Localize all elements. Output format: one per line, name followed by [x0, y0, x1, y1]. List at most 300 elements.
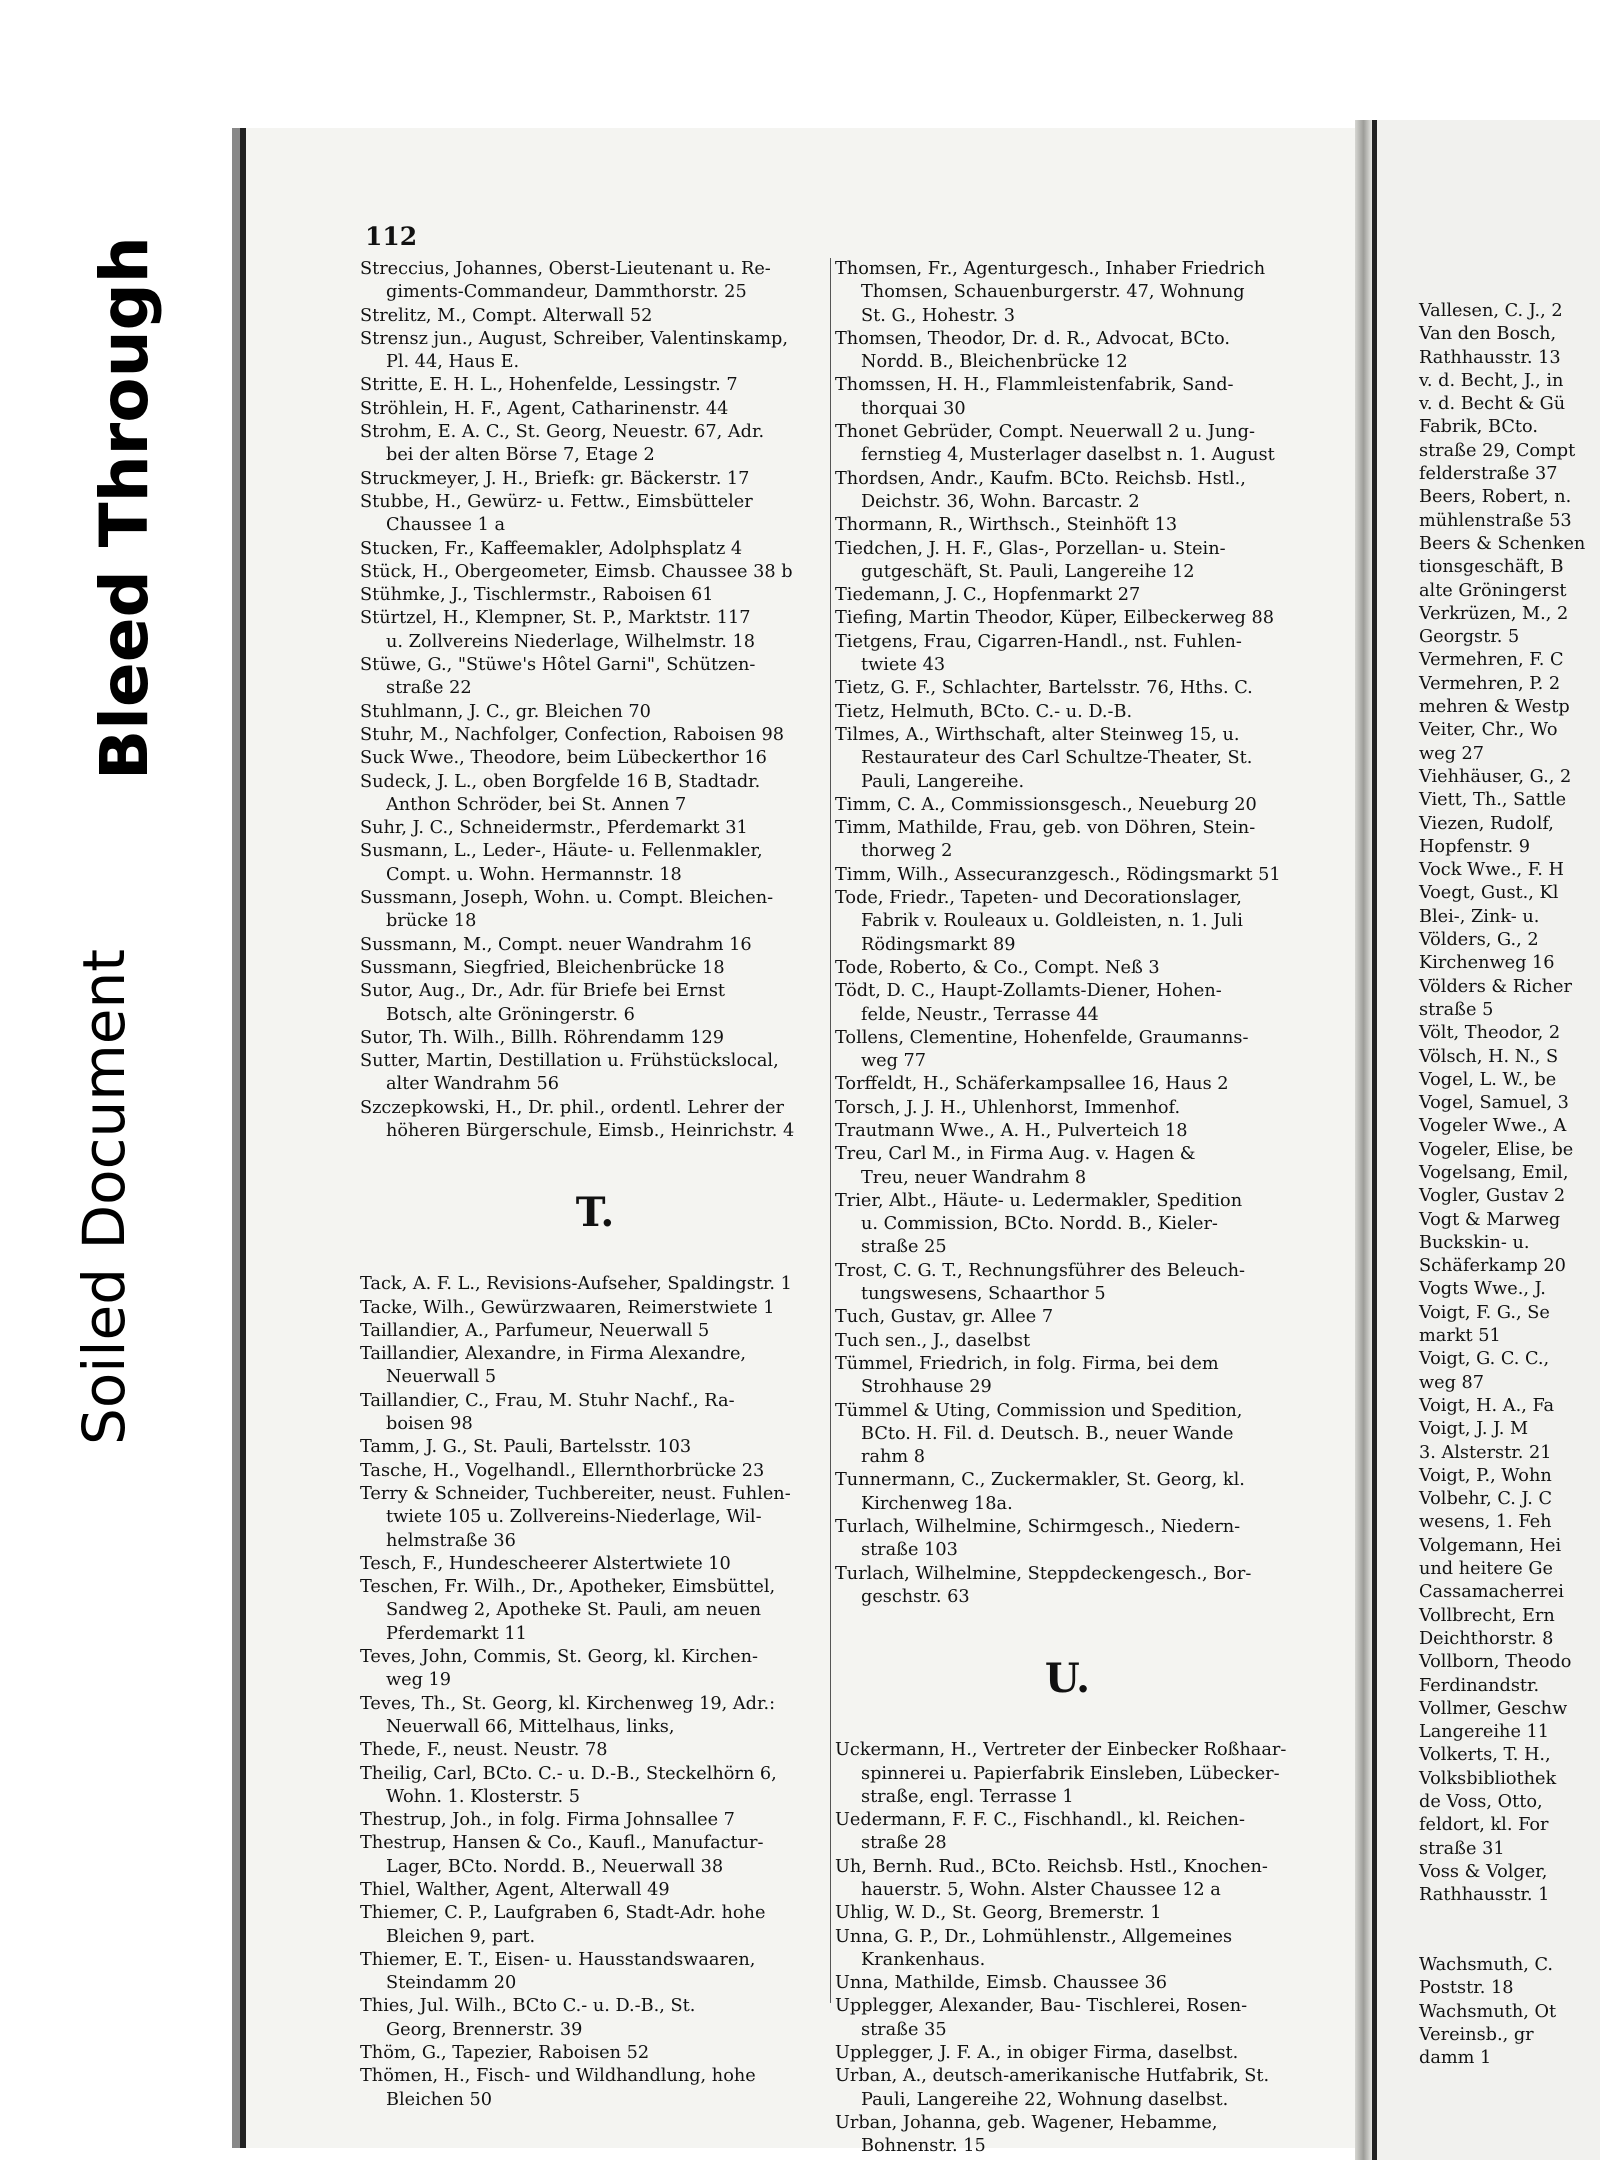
facing-page-entry: Voigt, J. J. M — [1419, 1419, 1529, 1440]
facing-page-entry: de Voss, Otto, — [1419, 1792, 1543, 1812]
entry-continuation: u. Commission, BCto. Nordd. B., Kieler- — [861, 1214, 1218, 1235]
entry-continuation: thorquai 30 — [861, 398, 966, 419]
directory-entry — [360, 1576, 830, 1646]
directory-entry — [360, 747, 830, 770]
entry-line: Terry & Schneider, Tuchbereiter, neust. Fuhlen- — [360, 1483, 791, 1504]
directory-entry — [360, 840, 830, 887]
directory-entry — [360, 1436, 830, 1459]
entry-line: Thede, F., neust. Neustr. 78 — [360, 1740, 608, 1761]
directory-entry — [360, 1809, 830, 1832]
entry-line: Uedermann, F. F. C., Fischhandl., kl. Reichen- — [835, 1810, 1245, 1831]
entry-line: Suck Wwe., Theodore, beim Lübeckerthor 16 — [360, 748, 767, 769]
entry-line: Torsch, J. J. H., Uhlenhorst, Immenhof. — [835, 1097, 1181, 1118]
entry-continuation: spinnerei u. Papierfabrik Einsleben, Lübecker- — [861, 1763, 1280, 1784]
facing-page-entry: Völders, G., 2 — [1419, 930, 1539, 951]
directory-entry — [835, 1306, 1300, 1329]
entry-line: Urban, Johanna, geb. Wagener, Hebamme, — [835, 2112, 1218, 2133]
entry-line: Tacke, Wilh., Gewürzwaaren, Reimerstwiete 1 — [360, 1297, 775, 1318]
directory-entry — [835, 980, 1300, 1027]
directory-entry — [835, 2065, 1300, 2112]
entry-line: Strelitz, M., Compt. Alterwall 52 — [360, 305, 653, 326]
entry-line: Strohm, E. A. C., St. Georg, Neuestr. 67, Adr. — [360, 422, 765, 443]
entry-continuation: Kirchenweg 18a. — [861, 1493, 1013, 1514]
facing-page-entry — [1372, 1907, 1585, 1930]
facing-page-entry: Georgstr. 5 — [1419, 627, 1520, 648]
entry-line: Tietz, G. F., Schlachter, Bartelsstr. 76, Hths. C. — [835, 678, 1253, 699]
facing-page-entry: Vogeler, Elise, be — [1419, 1139, 1574, 1160]
entry-continuation: Lager, BCto. Nordd. B., Neuerwall 38 — [386, 1856, 724, 1877]
entry-line: Thestrup, Joh., in folg. Firma Johnsallee 7 — [360, 1810, 735, 1831]
entry-line: Tamm, J. G., St. Pauli, Bartelsstr. 103 — [360, 1437, 692, 1458]
directory-entry — [360, 398, 830, 421]
entry-continuation: Pauli, Langereihe 22, Wohnung daselbst. — [861, 2089, 1229, 2110]
directory-entry — [360, 468, 830, 491]
facing-page-entry: Vogt & Marweg — [1419, 1209, 1561, 1230]
entry-continuation: boisen 98 — [386, 1414, 473, 1435]
entry-line: Unna, Mathilde, Eimsb. Chaussee 36 — [835, 1973, 1168, 1994]
directory-entry — [360, 305, 830, 328]
entry-continuation: Bleichen 9, part. — [386, 1926, 536, 1947]
facing-page-entry: Buckskin- u. — [1419, 1232, 1530, 1253]
entry-line: Treu, Carl M., in Firma Aug. v. Hagen & — [835, 1144, 1196, 1165]
entry-continuation: Chaussee 1 a — [386, 515, 505, 536]
entry-line: Timm, Wilh., Assecuranzgesch., Rödingsmarkt 51 — [835, 864, 1281, 885]
entry-continuation: Krankenhaus. — [861, 1949, 986, 1970]
facing-page-entry: straße 29, Compt — [1419, 440, 1576, 461]
entry-line: Szczepkowski, H., Dr. phil., ordentl. Lehrer der — [360, 1097, 784, 1118]
page-number: 112 — [365, 222, 418, 251]
entry-line: Taillandier, A., Parfumeur, Neuerwall 5 — [360, 1320, 710, 1341]
facing-page-entry: Vock Wwe., F. H — [1419, 860, 1564, 881]
entry-line: Timm, Mathilde, Frau, geb. von Döhren, Stein- — [835, 818, 1256, 839]
entry-continuation: Wohn. 1. Klosterstr. 5 — [386, 1786, 580, 1807]
facing-page-entry: Rathhausstr. 13 — [1419, 347, 1561, 368]
directory-entry — [360, 607, 830, 654]
facing-page-entry: felderstraße 37 — [1419, 464, 1558, 485]
entry-continuation: Thomsen, Schauenburgerstr. 47, Wohnung — [861, 282, 1245, 303]
entry-line: Sussmann, M., Compt. neuer Wandrahm 16 — [360, 934, 752, 955]
entry-line: Thiemer, C. P., Laufgraben 6, Stadt-Adr. hohe — [360, 1903, 766, 1924]
facing-page-entry: Voegt, Gust., Kl — [1419, 883, 1559, 904]
directory-entry — [835, 2112, 1300, 2159]
facing-page-entry: Vogel, L. W., be — [1419, 1069, 1557, 1090]
entry-line: Tunnermann, C., Zuckermakler, St. Georg, kl. — [835, 1470, 1245, 1491]
entry-line: Trier, Albt., Häute- u. Ledermakler, Spedition — [835, 1190, 1243, 1211]
directory-entry — [835, 794, 1300, 817]
entry-continuation: Strohhause 29 — [861, 1377, 992, 1398]
facing-page-entry: Vogelsang, Emil, — [1419, 1162, 1569, 1183]
entry-line: Thestrup, Hansen & Co., Kaufl., Manufactur- — [360, 1833, 764, 1854]
entry-continuation: straße 25 — [861, 1237, 947, 1258]
facing-page-entry: tionsgeschäft, B — [1419, 557, 1564, 578]
entry-continuation: fernstieg 4, Musterlager daselbst n. 1. August — [861, 445, 1275, 466]
entry-line: Thiemer, E. T., Eisen- u. Hausstandswaaren, — [360, 1949, 756, 1970]
directory-entry — [360, 654, 830, 701]
facing-page-entry: v. d. Becht, J., in — [1419, 370, 1564, 391]
facing-page-entry: Völsch, H. N., S — [1419, 1046, 1559, 1067]
entry-line: Susmann, L., Leder-, Häute- u. Fellenmakler, — [360, 841, 763, 862]
directory-entry — [360, 1693, 830, 1740]
directory-entry — [360, 1343, 830, 1390]
directory-entry — [360, 1739, 830, 1762]
directory-entry — [360, 1050, 830, 1097]
facing-page-entry: Volksbibliothek — [1419, 1768, 1557, 1789]
entry-continuation: straße 28 — [861, 1833, 947, 1854]
facing-page-entry: Vermehren, P. 2 — [1419, 673, 1561, 694]
facing-page-entry: Verkrüzen, M., 2 — [1419, 603, 1569, 624]
directory-entry — [835, 1097, 1300, 1120]
entry-continuation: Georg, Brennerstr. 39 — [386, 2019, 583, 2040]
facing-page-entry: mehren & Westp — [1419, 697, 1570, 718]
facing-page-entry: Viezen, Rudolf, — [1419, 813, 1554, 834]
facing-page-entry: Vogel, Samuel, 3 — [1419, 1093, 1569, 1114]
entry-continuation: gutgeschäft, St. Pauli, Langereihe 12 — [861, 561, 1195, 582]
facing-page-entry: straße 31 — [1419, 1838, 1505, 1859]
entry-line: Stubbe, H., Gewürz- u. Fettw., Eimsbütteler — [360, 491, 753, 512]
directory-entry — [360, 258, 830, 305]
directory-entry — [835, 957, 1300, 980]
entry-line: Taillandier, C., Frau, M. Stuhr Nachf., Ra- — [360, 1390, 735, 1411]
directory-entry — [835, 1190, 1300, 1260]
directory-entry — [835, 584, 1300, 607]
entry-continuation: Nordd. B., Bleichenbrücke 12 — [861, 352, 1128, 373]
directory-entry — [360, 2065, 830, 2112]
entry-continuation: weg 77 — [861, 1051, 927, 1072]
section-letter: U. — [1044, 1655, 1091, 1703]
facing-page-entry: Voigt, P., Wohn — [1419, 1465, 1552, 1486]
entry-line: Tiefing, Martin Theodor, Küper, Eilbeckerweg 88 — [835, 608, 1274, 629]
entry-continuation: Bohnenstr. 15 — [861, 2136, 986, 2157]
facing-page-entry: alte Gröningerst — [1419, 580, 1567, 601]
directory-entry — [360, 724, 830, 747]
entry-line: Tiedchen, J. H. F., Glas-, Porzellan- u. Stein- — [835, 538, 1226, 559]
facing-page-entry: Volbehr, C. J. C — [1419, 1489, 1553, 1510]
directory-entry — [835, 374, 1300, 421]
entry-continuation: rahm 8 — [861, 1447, 926, 1468]
facing-page-entry: wesens, 1. Feh — [1419, 1512, 1552, 1533]
facing-page-entry — [1372, 1931, 1585, 1954]
facing-page-entry: Deichthorstr. 8 — [1419, 1628, 1554, 1649]
entry-continuation: giments-Commandeur, Dammthorstr. 25 — [386, 282, 747, 303]
directory-entry — [360, 1646, 830, 1693]
entry-line: Upplegger, J. F. A., in obiger Firma, daselbst. — [835, 2043, 1239, 2064]
entry-line: Teves, Th., St. Georg, kl. Kirchenweg 19, Adr.: — [360, 1693, 776, 1714]
entry-line: Thies, Jul. Wilh., BCto C.- u. D.-B., St. — [360, 1996, 696, 2017]
directory-entry — [360, 1879, 830, 1902]
entry-continuation: straße, engl. Terrasse 1 — [861, 1786, 1074, 1807]
directory-entry — [360, 1390, 830, 1437]
entry-line: Uhlig, W. D., St. Georg, Bremerstr. 1 — [835, 1903, 1162, 1924]
entry-line: Thömen, H., Fisch- und Wildhandlung, hohe — [360, 2066, 756, 2087]
entry-line: Tasche, H., Vogelhandl., Ellernthorbrücke 23 — [360, 1460, 765, 1481]
entry-line: Struckmeyer, J. H., Briefk: gr. Bäckerstr. 17 — [360, 468, 750, 489]
entry-continuation: bei der alten Börse 7, Etage 2 — [386, 445, 655, 466]
directory-entry — [835, 1856, 1300, 1903]
directory-entry — [360, 1995, 830, 2042]
entry-line: Stühmke, J., Tischlermstr., Raboisen 61 — [360, 585, 714, 606]
facing-page-entry: Völt, Theodor, 2 — [1419, 1023, 1561, 1044]
entry-line: Ströhlein, H. F., Agent, Catharinenstr. 44 — [360, 398, 729, 419]
facing-page-entry: feldort, kl. For — [1419, 1815, 1549, 1836]
entry-continuation: hauerstr. 5, Wohn. Alster Chaussee 12 a — [861, 1880, 1221, 1900]
entry-line: Streccius, Johannes, Oberst-Lieutenant u. Re- — [360, 259, 771, 279]
entry-line: Sutor, Th. Wilh., Billh. Röhrendamm 129 — [360, 1027, 724, 1048]
soiled-document-label: Soiled Document — [70, 949, 138, 1445]
facing-page-entry: Voigt, G. C. C., — [1419, 1349, 1550, 1370]
facing-page-entry: Völders & Richer — [1419, 976, 1572, 997]
entry-continuation: BCto. H. Fil. d. Deutsch. B., neuer Wande — [861, 1423, 1234, 1444]
facing-page-entry: Volkerts, T. H., — [1419, 1745, 1551, 1766]
entry-line: Thöm, G., Tapezier, Raboisen 52 — [360, 2043, 650, 2064]
directory-entry — [360, 980, 830, 1027]
directory-entry — [360, 491, 830, 538]
directory-entry — [835, 421, 1300, 468]
facing-page-entry: Wachsmuth, Ot — [1419, 2001, 1557, 2022]
directory-entry — [360, 1483, 830, 1553]
directory-entry — [835, 607, 1300, 630]
entry-line: Thonet Gebrüder, Compt. Neuerwall 2 u. Jung- — [835, 422, 1255, 443]
entry-line: Tietgens, Frau, Cigarren-Handl., nst. Fuhlen- — [835, 631, 1242, 652]
directory-entry — [360, 701, 830, 724]
entry-continuation: felde, Neustr., Terrasse 44 — [861, 1004, 1099, 1025]
entry-continuation: twiete 105 u. Zollvereins-Niederlage, Wil- — [386, 1507, 762, 1528]
entry-line: Tack, A. F. L., Revisions-Aufseher, Spaldingstr. 1 — [360, 1274, 792, 1295]
entry-continuation: Steindamm 20 — [386, 1973, 517, 1994]
facing-page-entry: Viehhäuser, G., 2 — [1419, 766, 1572, 787]
directory-entry — [835, 258, 1300, 328]
entry-line: Tesch, F., Hundescheerer Alstertwiete 10 — [360, 1553, 731, 1574]
entry-line: Urban, A., deutsch-amerikanische Hutfabrik, St. — [835, 2066, 1270, 2087]
facing-page-entry: Wachsmuth, C. — [1419, 1955, 1553, 1976]
entry-continuation: Pauli, Langereihe. — [861, 771, 1025, 792]
facing-page-entry: 3. Alsterstr. 21 — [1419, 1442, 1552, 1463]
entry-line: Tümmel, Friedrich, in folg. Firma, bei dem — [835, 1353, 1219, 1374]
entry-line: Stritte, E. H. L., Hohenfelde, Lessingstr. 7 — [360, 375, 738, 396]
directory-entry — [835, 538, 1300, 585]
directory-entry — [835, 1739, 1300, 1809]
book-gutter — [1355, 120, 1372, 2160]
facing-page-entry: Beers & Schenken — [1419, 533, 1586, 554]
directory-entry — [360, 1763, 830, 1810]
directory-entry — [835, 1516, 1300, 1563]
entry-continuation: Treu, neuer Wandrahm 8 — [861, 1167, 1087, 1188]
entry-continuation: straße 35 — [861, 2019, 947, 2040]
entry-line: Taillandier, Alexandre, in Firma Alexandre, — [360, 1344, 747, 1365]
directory-entry — [360, 1460, 830, 1483]
directory-entry — [835, 1902, 1300, 1925]
directory-entry — [835, 514, 1300, 537]
entry-line: Tietz, Helmuth, BCto. C.- u. D.-B. — [835, 701, 1133, 722]
entry-line: Tollens, Clementine, Hohenfelde, Graumanns- — [835, 1027, 1249, 1048]
entry-continuation: höheren Bürgerschule, Eimsb., Heinrichstr. 4 — [386, 1120, 795, 1141]
facing-page-entry: Vogeler Wwe., A — [1419, 1116, 1567, 1137]
facing-page-entry: Fabrik, BCto. — [1419, 417, 1538, 438]
entry-continuation: Pferdemarkt 11 — [386, 1623, 527, 1644]
entry-line: Sutter, Martin, Destillation u. Frühstückslocal, — [360, 1051, 779, 1072]
entry-line: Torffeldt, H., Schäferkampsallee 16, Haus 2 — [835, 1074, 1229, 1095]
facing-page-entries — [1372, 300, 1585, 2071]
directory-entry — [360, 1832, 830, 1879]
facing-page-entry: Vereinsb., gr — [1419, 2024, 1534, 2045]
directory-entry — [835, 1120, 1300, 1143]
entry-continuation: brücke 18 — [386, 911, 477, 932]
entry-continuation: Botsch, alte Gröningerstr. 6 — [386, 1004, 635, 1025]
entry-continuation: straße 103 — [861, 1540, 958, 1561]
directory-entry — [835, 817, 1300, 864]
directory-entry — [835, 724, 1300, 794]
directory-entry — [360, 421, 830, 468]
entry-continuation: straße 22 — [386, 678, 472, 699]
entry-continuation: Deichstr. 36, Wohn. Barcastr. 2 — [861, 491, 1140, 512]
facing-page-entry: Vogts Wwe., J. — [1419, 1279, 1546, 1300]
facing-page-entry: Ferdinandstr. — [1419, 1675, 1540, 1696]
facing-page-entry: Viett, Th., Sattle — [1419, 790, 1567, 811]
entry-line: Teschen, Fr. Wilh., Dr., Apotheker, Eimsbüttel, — [360, 1577, 776, 1598]
entry-line: Turlach, Wilhelmine, Schirmgesch., Niedern- — [835, 1517, 1241, 1538]
directory-entry — [360, 1027, 830, 1050]
facing-page-entry: Schäferkamp 20 — [1419, 1256, 1566, 1277]
facing-page-entry: Poststr. 18 — [1419, 1978, 1514, 1999]
entry-line: Thomsen, Fr., Agenturgesch., Inhaber Friedrich — [835, 259, 1266, 279]
directory-entry — [360, 1553, 830, 1576]
entry-line: Thiel, Walther, Agent, Alterwall 49 — [360, 1880, 670, 1900]
entry-line: Trost, C. G. T., Rechnungsführer des Beleuch- — [835, 1260, 1246, 1281]
directory-entry — [835, 701, 1300, 724]
entry-continuation: thorweg 2 — [861, 841, 953, 862]
facing-page-entry: mühlenstraße 53 — [1419, 510, 1572, 531]
section-letter: T. — [575, 1189, 615, 1237]
directory-entry — [360, 1273, 830, 1296]
entry-line: Sussmann, Siegfried, Bleichenbrücke 18 — [360, 957, 725, 978]
facing-page-entry: Voigt, H. A., Fa — [1419, 1395, 1555, 1416]
entry-continuation: alter Wandrahm 56 — [386, 1074, 560, 1095]
entry-continuation: Fabrik v. Rouleaux u. Goldleisten, n. 1. Juli — [861, 911, 1243, 932]
entry-line: Thormann, R., Wirthsch., Steinhöft 13 — [835, 515, 1178, 536]
facing-page — [1372, 120, 1600, 2160]
facing-page-entry: weg 87 — [1419, 1372, 1485, 1393]
column-divider — [830, 258, 831, 2003]
directory-entry — [835, 1809, 1300, 1856]
entry-line: Turlach, Wilhelmine, Steppdeckengesch., Bor- — [835, 1563, 1252, 1584]
entry-line: Tode, Friedr., Tapeten- und Decorationslager, — [835, 888, 1242, 909]
directory-entry — [360, 1297, 830, 1320]
facing-page-entry: Veiter, Chr., Wo — [1419, 720, 1558, 741]
entry-line: Sussmann, Joseph, Wohn. u. Compt. Bleichen- — [360, 888, 774, 909]
entry-continuation: helmstraße 36 — [386, 1530, 516, 1551]
facing-page-entry: Vollmer, Geschw — [1419, 1698, 1568, 1719]
left-column — [360, 258, 830, 2112]
entry-continuation: weg 19 — [386, 1670, 452, 1691]
entry-line: Theilig, Carl, BCto. C.- u. D.-B., Steckelhörn 6, — [360, 1763, 777, 1784]
facing-page-entry: v. d. Becht & Gü — [1419, 394, 1566, 415]
entry-line: Strensz jun., August, Schreiber, Valentinskamp, — [360, 328, 788, 349]
directory-entry — [360, 374, 830, 397]
entry-line: Unna, G. P., Dr., Lohmühlenstr., Allgemeines — [835, 1926, 1233, 1947]
directory-entry — [835, 1073, 1300, 1096]
facing-page-entry: Hopfenstr. 9 — [1419, 836, 1530, 857]
entry-line: Upplegger, Alexander, Bau- Tischlerei, Rosen- — [835, 1996, 1248, 2017]
entry-continuation: twiete 43 — [861, 655, 946, 676]
entry-continuation: St. G., Hohestr. 3 — [861, 305, 1015, 326]
entry-line: Teves, John, Commis, St. Georg, kl. Kirchen- — [360, 1647, 758, 1668]
facing-page-entry: Beers, Robert, n. — [1419, 487, 1572, 508]
bleed-through-label: Bleed Through — [86, 236, 163, 780]
directory-entry — [835, 1353, 1300, 1400]
directory-entry — [360, 957, 830, 980]
directory-entry — [835, 1972, 1300, 1995]
entry-continuation: geschstr. 63 — [861, 1586, 970, 1607]
entry-line: Tilmes, A., Wirthschaft, alter Steinweg 15, u. — [835, 724, 1240, 745]
entry-line: Tuch sen., J., daselbst — [835, 1330, 1031, 1351]
entry-continuation: Restaurateur des Carl Schultze-Theater, St. — [861, 748, 1253, 769]
entry-line: Uh, Bernh. Rud., BCto. Reichsb. Hstl., Knochen- — [835, 1856, 1268, 1877]
entry-line: Uckermann, H., Vertreter der Einbecker Roßhaar- — [835, 1740, 1287, 1761]
directory-entry — [835, 1995, 1300, 2042]
directory-entry — [835, 1400, 1300, 1470]
facing-page-entry: straße 5 — [1419, 999, 1494, 1020]
entry-line: Stucken, Fr., Kaffeemakler, Adolphsplatz 4 — [360, 538, 743, 559]
facing-page-entry: weg 27 — [1419, 743, 1485, 764]
directory-entry — [835, 1330, 1300, 1353]
entry-line: Stück, H., Obergeometer, Eimsb. Chaussee 38 b — [360, 561, 793, 582]
facing-page-entry: markt 51 — [1419, 1326, 1501, 1347]
directory-entry — [835, 631, 1300, 678]
directory-entry — [360, 584, 830, 607]
entry-line: Tode, Roberto, & Co., Compt. Neß 3 — [835, 957, 1160, 978]
entry-line: Thordsen, Andr., Kaufm. BCto. Reichsb. Hstl., — [835, 468, 1246, 489]
directory-entry — [360, 817, 830, 840]
directory-entry — [835, 328, 1300, 375]
facing-page-entry: Kirchenweg 16 — [1419, 953, 1555, 974]
directory-entry — [360, 887, 830, 934]
facing-page-entry: Vollbrecht, Ern — [1419, 1605, 1555, 1626]
directory-entry — [360, 328, 830, 375]
directory-entry — [360, 771, 830, 818]
directory-entry — [835, 1260, 1300, 1307]
facing-page-entry: Van den Bosch, — [1419, 324, 1557, 345]
directory-entry — [360, 1902, 830, 1949]
entry-continuation: Neuerwall 5 — [386, 1367, 497, 1388]
directory-entry — [835, 1469, 1300, 1516]
entry-continuation: Bleichen 50 — [386, 2089, 493, 2110]
entry-line: Sudeck, J. L., oben Borgfelde 16 B, Stadtadr. — [360, 771, 761, 792]
directory-entry — [835, 2042, 1300, 2065]
directory-entry — [360, 934, 830, 957]
entry-continuation: Neuerwall 66, Mittelhaus, links, — [386, 1716, 675, 1737]
entry-line: Thomsen, Theodor, Dr. d. R., Advocat, BCto. — [835, 328, 1230, 349]
entry-continuation: u. Zollvereins Niederlage, Wilhelmstr. 18 — [386, 631, 756, 652]
directory-entry — [360, 2042, 830, 2065]
directory-entry — [835, 1143, 1300, 1190]
right-column — [835, 258, 1300, 2159]
facing-page-entry: Rathhausstr. 1 — [1419, 1885, 1550, 1906]
facing-page-entry: Vogler, Gustav 2 — [1419, 1186, 1566, 1207]
directory-entry — [835, 677, 1300, 700]
entry-line: Thomssen, H. H., Flammleistenfabrik, Sand- — [835, 375, 1234, 396]
entry-continuation: Pl. 44, Haus E. — [386, 352, 520, 373]
directory-entry — [835, 864, 1300, 887]
facing-page-entry: Blei-, Zink- u. — [1419, 906, 1540, 927]
directory-entry — [835, 1563, 1300, 1610]
entry-line: Tödt, D. C., Haupt-Zollamts-Diener, Hohen- — [835, 981, 1222, 1002]
entry-continuation: tungswesens, Schaarthor 5 — [861, 1284, 1106, 1305]
facing-page-entry: Vollborn, Theodo — [1419, 1652, 1572, 1673]
entry-line: Suhr, J. C., Schneidermstr., Pferdemarkt 31 — [360, 818, 748, 839]
facing-page-entry: damm 1 — [1419, 2048, 1492, 2069]
entry-line: Stuhr, M., Nachfolger, Confection, Raboisen 98 — [360, 724, 784, 745]
directory-entry — [835, 468, 1300, 515]
directory-entry — [360, 1320, 830, 1343]
